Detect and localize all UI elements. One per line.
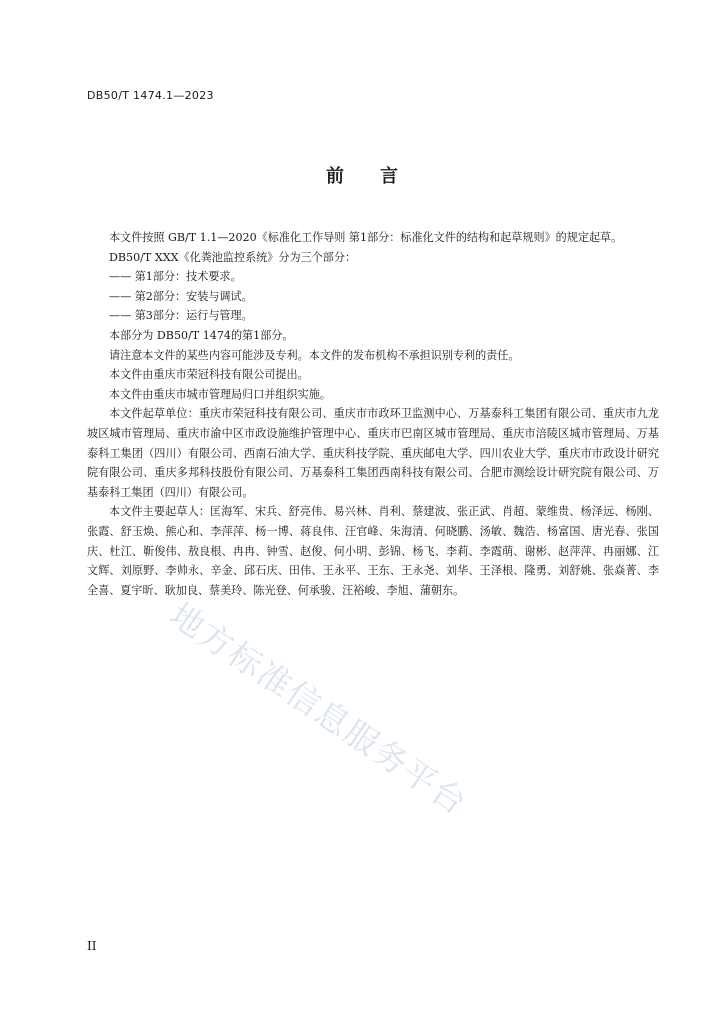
section-heading — [0, 162, 724, 188]
heading-char-1: 前 — [326, 166, 344, 187]
watermark: 地方标准信息服务平台 — [162, 594, 475, 824]
paragraph-this-part: 本部分为 DB50/T 1474的第1部分。 — [109, 328, 294, 342]
foreword-body — [87, 228, 659, 600]
page-number: II — [87, 939, 97, 953]
heading-char-2: 言 — [380, 166, 398, 187]
paragraph-parts-intro: DB50/T XXX《化粪池监控系统》分为三个部分： — [109, 250, 357, 264]
paragraph-drafters: 本文件主要起草人：匡海军、宋兵、舒亮伟、易兴林、肖利、蔡建波、张正武、肖超、蒙维贵、杨泽远、杨刚、张霞、舒玉焕、熊心和、李萍萍、杨一博、蒋良伟、汪官峰、朱海清、何晓鹏、汤敏、魏浩、杨富国、唐光春、张国庆、杜江、靳俊伟、敖良根、冉冉、钟雪、赵俊、何小明、彭锦、杨飞、李莉、李霞萌、谢彬、赵萍萍、冉丽娜、江文辉、刘原野、李帅永、辛金、邱石庆、田伟、王永平、王东、王永尧、刘华、王泽根、隆勇、刘舒姚、张焱菁、李全喜、夏宇昕、耿加良、蔡美玲、陈光登、何承骏、汪裕峻、李旭、蒲朝东。 — [87, 505, 659, 597]
list-item-part-2: —— 第2部分：安装与调试。 — [109, 289, 253, 303]
list-item-part-1: —— 第1部分：技术要求。 — [109, 270, 242, 284]
paragraph-patent-notice: 请注意本文件的某些内容可能涉及专利。本文件的发布机构不承担识别专利的责任。 — [109, 348, 520, 362]
paragraph-administrator: 本文件由重庆市城市管理局归口并组织实施。 — [109, 387, 331, 401]
list-item-part-3: —— 第3部分：运行与管理。 — [109, 309, 253, 323]
paragraph-drafting-units: 本文件起草单位：重庆市荣冠科技有限公司、重庆市市政环卫监测中心、万基泰科工集团有限公司、重庆市九龙坡区城市管理局、重庆市渝中区市政设施维护管理中心、重庆市巴南区城市管理局、重庆市涪陵区城市管理局、万基泰科工集团（四川）有限公司、西南石油大学、重庆科技学院、重庆邮电大学、四川农业大学、重庆市市政设计研究院有限公司、重庆多邦科技股份有限公司、万基泰科工集团西南科技有限公司、合肥市测绘设计研究院有限公司、万基泰科工集团（四川）有限公司。 — [87, 407, 659, 499]
paragraph-drafting-rules: 本文件按照 GB/T 1.1—2020《标准化工作导则 第1部分：标准化文件的结构和起草规则》的规定起草。 — [109, 231, 623, 244]
document-code: DB50/T 1474.1—2023 — [87, 89, 214, 102]
paragraph-proposer: 本文件由重庆市荣冠科技有限公司提出。 — [109, 368, 309, 382]
